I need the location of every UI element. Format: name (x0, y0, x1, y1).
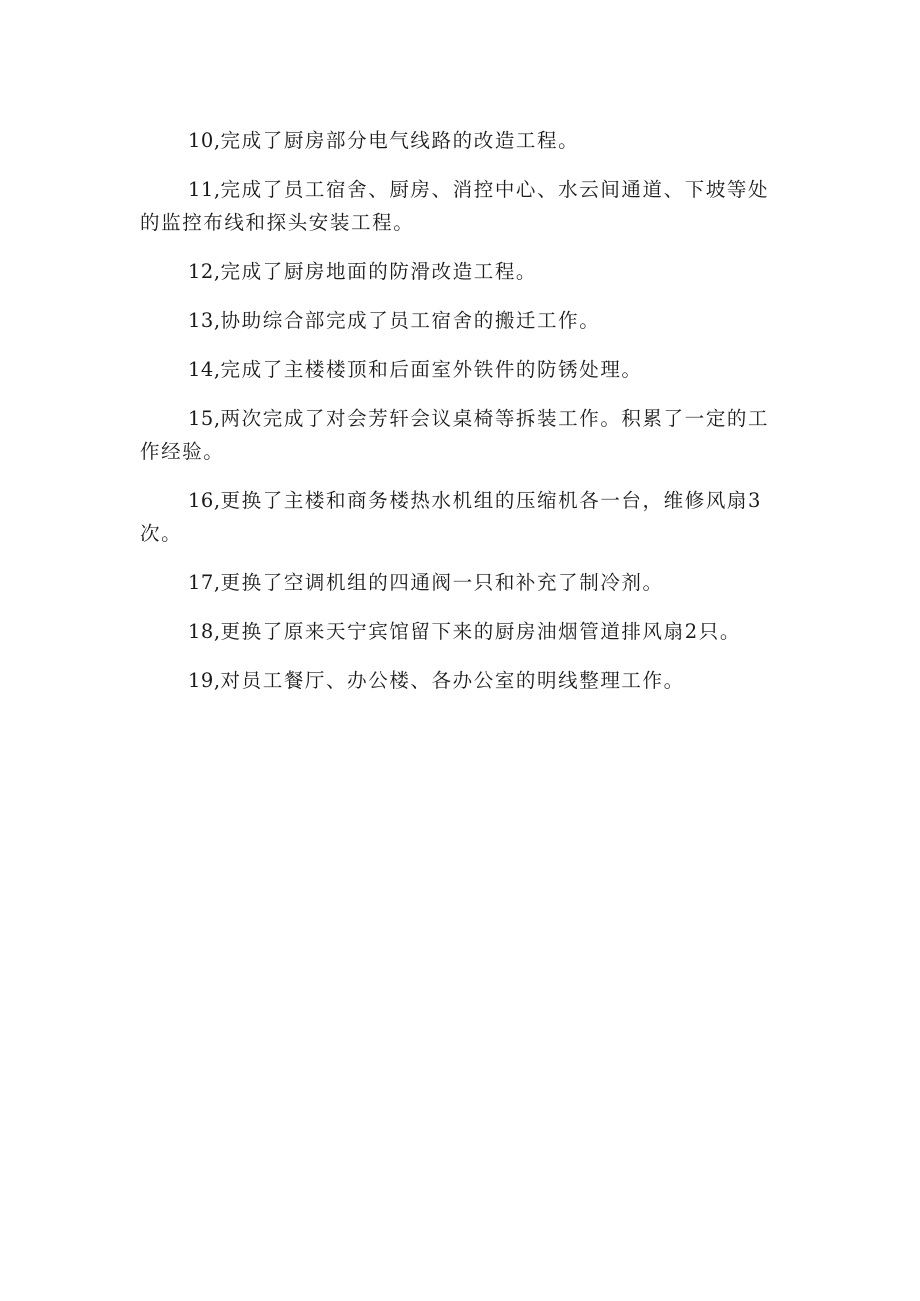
document-body (140, 124, 785, 713)
item-text: 两次完成了对会芳轩会议桌椅等拆装工作。积累了一定的工作经验。 (140, 407, 770, 463)
item-text: 完成了主楼楼顶和后面室外铁件的防锈处理。 (220, 358, 643, 381)
list-item (140, 255, 785, 288)
list-item (140, 353, 785, 386)
item-number: 11, (188, 178, 221, 201)
list-item (140, 124, 785, 157)
list-item (140, 615, 785, 648)
item-number: 19, (188, 669, 221, 692)
item-text: 对员工餐厅、办公楼、各办公室的明线整理工作。 (220, 669, 685, 692)
item-number: 12, (188, 260, 221, 283)
item-number: 14, (188, 358, 221, 381)
list-item (140, 173, 785, 239)
list-item (140, 402, 785, 468)
item-number: 13, (188, 309, 221, 332)
item-number: 16, (188, 489, 221, 512)
item-text: 更换了原来天宁宾馆留下来的厨房油烟管道排风扇2只。 (220, 620, 741, 643)
list-item (140, 484, 785, 550)
item-text: 完成了厨房部分电气线路的改造工程。 (220, 129, 580, 152)
list-item (140, 566, 785, 599)
item-number: 18, (188, 620, 221, 643)
item-text: 完成了员工宿舍、厨房、消控中心、水云间通道、下坡等处的监控布线和探头安装工程。 (140, 178, 770, 234)
item-text: 更换了空调机组的四通阀一只和补充了制冷剂。 (220, 571, 664, 594)
item-number: 10, (188, 129, 221, 152)
item-text: 更换了主楼和商务楼热水机组的压缩机各一台，维修风扇3次。 (140, 489, 763, 545)
item-number: 17, (188, 571, 221, 594)
list-item (140, 304, 785, 337)
item-number: 15, (188, 407, 221, 430)
item-text: 协助综合部完成了员工宿舍的搬迁工作。 (220, 309, 601, 332)
item-text: 完成了厨房地面的防滑改造工程。 (220, 260, 538, 283)
list-item (140, 664, 785, 697)
